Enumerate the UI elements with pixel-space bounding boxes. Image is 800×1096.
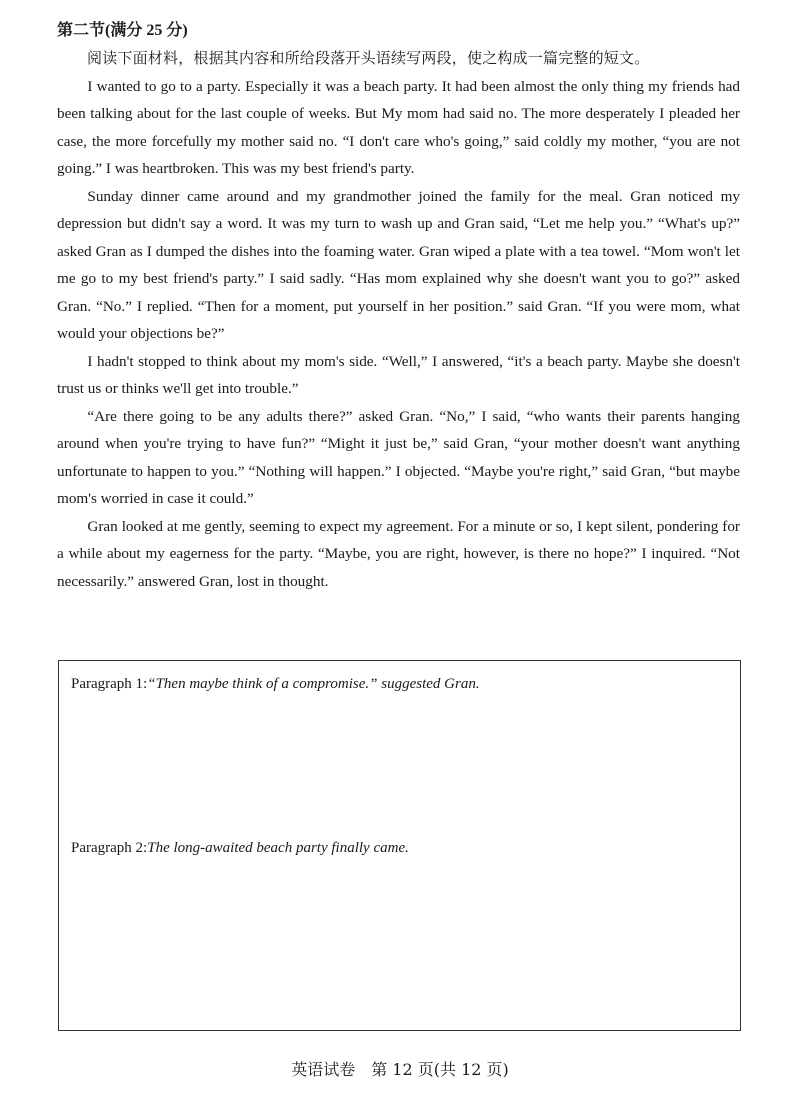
passage-paragraph-4: “Are there going to be any adults there?” asked Gran. “No,” I said, “who wants their parents hanging around when you're trying to have fun?” “Might it just be,” said Gran, “your mother doesn't want anything unfortunate to happen to you.” “Nothing will happen.” I objected. “Maybe you're right,” said Gran, “but maybe mom's worried in case it could.” (57, 407, 740, 507)
passage-paragraph-1: I wanted to go to a party. Especially it was a beach party. It had been almost the only thing my friends had been talking about for the last couple of weeks. But My mom had said no. The more desperately I pleaded her case, the more forcefully my mother said no. “I don't care who's going,” said coldly my mother, “you are not going.” I was heartbroken. This was my best friend's party. (57, 77, 740, 177)
paragraph-1-opening: “Then maybe think of a compromise.” suggested Gran. (147, 676, 480, 692)
passage-paragraph-3: I hadn't stopped to think about my mom's side. “Well,” I answered, “it's a beach party. Maybe she doesn't trust us or thinks we'll get into trouble.” (57, 352, 740, 397)
reading-material (57, 45, 740, 595)
passage-paragraph-5: Gran looked at me gently, seeming to expect my agreement. For a minute or so, I kept silent, pondering for a while about my eagerness for the party. “Maybe, you are right, however, is there no hope?” I inquired. “Not necessarily.” answered Gran, lost in thought. (57, 517, 740, 590)
paragraph-2-prompt (71, 838, 409, 858)
paragraph-2-label: Paragraph 2: (71, 840, 148, 856)
page-footer: 英语试卷 第 12 页(共 12 页) (291, 1060, 509, 1079)
answer-box (58, 660, 741, 1031)
section-title: 第二节(满分 25 分) (57, 22, 188, 39)
paragraph-1-label: Paragraph 1: (71, 676, 148, 692)
passage-paragraph-2: Sunday dinner came around and my grandmother joined the family for the meal. Gran noticed my depression but didn't say a word. It was my turn to wash up and Gran said, “Let me help you.” “What's up?” asked Gran as I dumped the dishes into the foaming water. Gran wiped a plate with a tea towel. “Mom won't let me go to my best friend's party.” I said sadly. “Has mom explained why she doesn't want you to go?” asked Gran. “No.” I replied. “Then for a moment, put yourself in her position.” said Gran. “If you were mom, what would your objections be?” (57, 187, 740, 342)
paragraph-2-opening: The long-awaited beach party finally came. (147, 840, 409, 856)
instruction-text: 阅读下面材料，根据其内容和所给段落开头语续写两段，使之构成一篇完整的短文。 (87, 49, 650, 67)
paragraph-1-prompt (71, 674, 480, 694)
